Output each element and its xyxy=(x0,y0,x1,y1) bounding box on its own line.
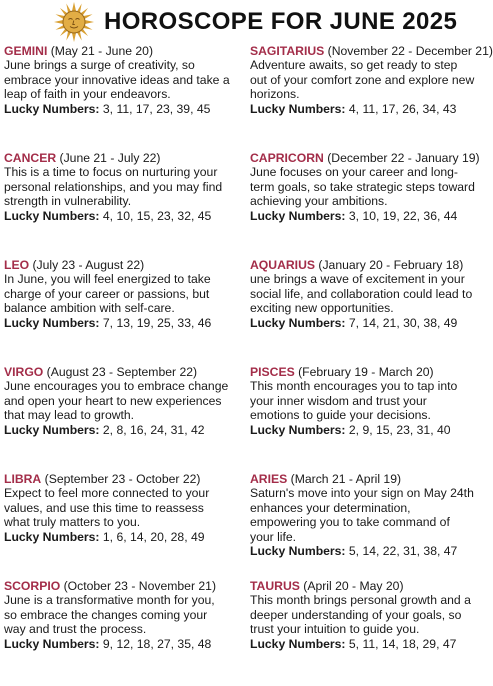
lucky-values: 5, 14, 22, 31, 38, 47 xyxy=(348,544,458,559)
lucky-numbers xyxy=(4,423,230,437)
sign-dates: (September 23 - October 22) xyxy=(44,472,201,486)
sign-name: TAURUS xyxy=(250,579,300,593)
lucky-numbers xyxy=(250,316,476,330)
sign-block-virgo xyxy=(4,365,230,472)
lucky-values: 2, 9, 15, 23, 31, 40 xyxy=(348,422,451,437)
sign-block-leo xyxy=(4,258,230,365)
sign-forecast: In June, you will feel energized to take charge of your career or passions, but balance ambition with self-care. xyxy=(4,272,211,316)
sign-dates: (May 21 - June 20) xyxy=(50,44,154,58)
sign-block-taurus xyxy=(250,579,476,686)
lucky-numbers xyxy=(4,209,230,223)
sign-forecast: June brings a surge of creativity, so embrace your innovative ideas and take a leap of faith in your endeavors. xyxy=(4,58,230,102)
right-column xyxy=(250,44,493,686)
sign-dates: (July 23 - August 22) xyxy=(32,258,145,272)
sign-dates: (August 23 - September 22) xyxy=(46,365,198,379)
lucky-numbers xyxy=(250,102,476,116)
sign-name: PISCES xyxy=(250,365,295,379)
lucky-values: 3, 11, 17, 23, 39, 45 xyxy=(102,101,211,116)
lucky-label: Lucky Numbers: xyxy=(4,101,100,116)
sign-name: ARIES xyxy=(250,472,288,486)
sign-block-sagitarius xyxy=(250,44,493,151)
sign-name: AQUARIUS xyxy=(250,258,316,272)
lucky-label: Lucky Numbers: xyxy=(4,636,100,651)
sign-dates: (June 21 - July 22) xyxy=(59,151,161,165)
sign-forecast: une brings a wave of excitement in your social life, and collaboration could lead to exciting new opportunities. xyxy=(250,272,473,316)
sign-dates: (April 20 - May 20) xyxy=(303,579,404,593)
lucky-values: 4, 11, 17, 26, 34, 43 xyxy=(348,101,457,116)
lucky-label: Lucky Numbers: xyxy=(4,315,100,330)
lucky-label: Lucky Numbers: xyxy=(4,529,100,544)
sign-block-libra xyxy=(4,472,230,579)
lucky-values: 7, 13, 19, 25, 33, 46 xyxy=(102,315,212,330)
lucky-values: 1, 6, 14, 20, 28, 49 xyxy=(102,529,205,544)
sign-block-pisces xyxy=(250,365,476,472)
lucky-values: 5, 11, 14, 18, 29, 47 xyxy=(348,636,457,651)
lucky-label: Lucky Numbers: xyxy=(250,636,346,651)
sign-forecast: June is a transformative month for you, so embrace the changes coming your way and trust the process. xyxy=(4,593,215,637)
lucky-values: 9, 12, 18, 27, 35, 48 xyxy=(102,636,212,651)
lucky-numbers xyxy=(4,316,230,330)
lucky-values: 4, 10, 15, 23, 32, 45 xyxy=(102,208,212,223)
sign-block-cancer xyxy=(4,151,230,258)
page-header xyxy=(0,0,476,44)
sign-block-capricorn xyxy=(250,151,480,258)
lucky-numbers xyxy=(250,544,476,558)
sign-dates: (March 21 - April 19) xyxy=(290,472,402,486)
lucky-values: 7, 14, 21, 30, 38, 49 xyxy=(348,315,458,330)
lucky-label: Lucky Numbers: xyxy=(250,208,346,223)
lucky-values: 2, 8, 16, 24, 31, 42 xyxy=(102,422,205,437)
lucky-numbers xyxy=(250,637,476,651)
sign-forecast: June focuses on your career and long-term goals, so take strategic steps toward achieving your ambitions. xyxy=(250,165,475,209)
sign-dates: (November 22 - December 21) xyxy=(327,44,493,58)
sign-forecast: Adventure awaits, so get ready to step out of your comfort zone and explore new horizons. xyxy=(250,58,475,102)
lucky-numbers xyxy=(4,530,230,544)
sign-block-scorpio xyxy=(4,579,230,686)
sign-dates: (February 19 - March 20) xyxy=(298,365,434,379)
sign-dates: (December 22 - January 19) xyxy=(327,151,480,165)
sign-block-aries xyxy=(250,472,476,579)
sign-name: LIBRA xyxy=(4,472,42,486)
lucky-label: Lucky Numbers: xyxy=(250,544,346,559)
lucky-numbers xyxy=(4,102,230,116)
sign-name: CAPRICORN xyxy=(250,151,324,165)
sign-block-gemini xyxy=(4,44,230,151)
sign-forecast: This month encourages you to tap into your inner wisdom and trust your emotions to guide your decisions. xyxy=(250,379,458,423)
lucky-label: Lucky Numbers: xyxy=(250,315,346,330)
page-title: HOROSCOPE FOR JUNE 2025 xyxy=(104,8,458,35)
sign-forecast: Expect to feel more connected to your values, and use this time to reassess what truly matters to you. xyxy=(4,486,210,530)
sign-dates: (January 20 - February 18) xyxy=(318,258,464,272)
sign-name: CANCER xyxy=(4,151,57,165)
lucky-label: Lucky Numbers: xyxy=(4,208,100,223)
lucky-values: 3, 10, 19, 22, 36, 44 xyxy=(348,208,458,223)
lucky-numbers xyxy=(250,423,476,437)
sign-forecast: Saturn's move into your sign on May 24th enhances your determination, empowering you to take command of your life. xyxy=(250,486,474,544)
lucky-label: Lucky Numbers: xyxy=(4,422,100,437)
sign-name: GEMINI xyxy=(4,44,48,58)
left-column xyxy=(4,44,230,686)
sign-forecast: This month brings personal growth and a deeper understanding of your goals, so trust your intuition to guide you. xyxy=(250,593,471,637)
sign-name: SCORPIO xyxy=(4,579,61,593)
sign-block-aquarius xyxy=(250,258,476,365)
sign-name: SAGITARIUS xyxy=(250,44,325,58)
sign-dates: (October 23 - November 21) xyxy=(63,579,217,593)
lucky-numbers xyxy=(250,209,476,223)
sun-face-icon xyxy=(54,2,94,42)
lucky-label: Lucky Numbers: xyxy=(250,422,346,437)
sign-forecast: June encourages you to embrace change and open your heart to new experiences that may lead to growth. xyxy=(4,379,229,423)
sign-name: VIRGO xyxy=(4,365,44,379)
sign-forecast: This is a time to focus on nurturing your personal relationships, and you may find strength in vulnerability. xyxy=(4,165,223,209)
sign-name: LEO xyxy=(4,258,30,272)
lucky-numbers xyxy=(4,637,230,651)
lucky-label: Lucky Numbers: xyxy=(250,101,346,116)
